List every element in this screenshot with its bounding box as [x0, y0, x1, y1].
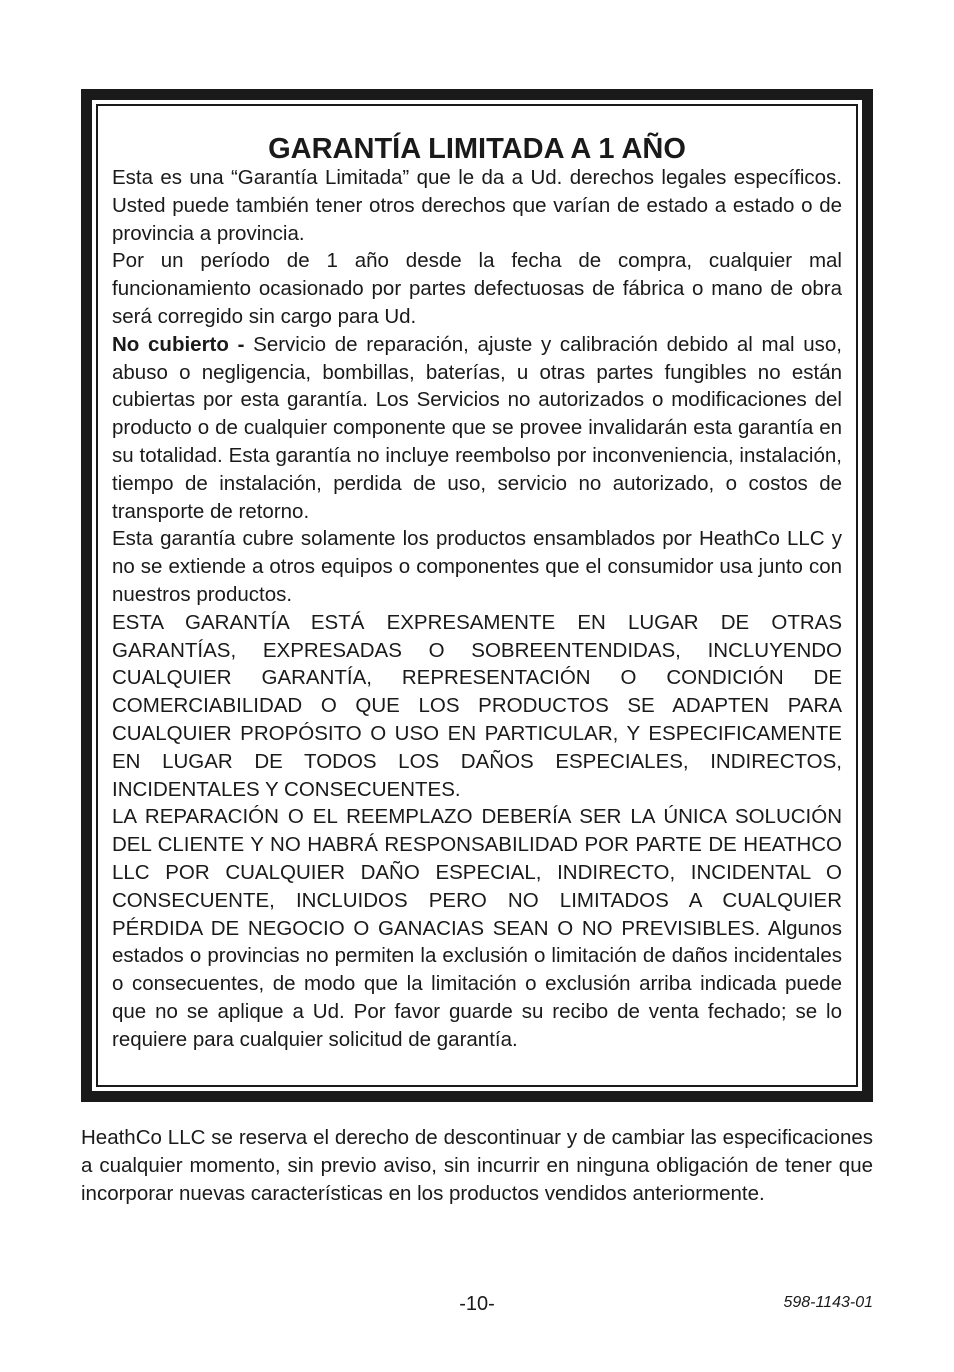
not-covered-text: Servicio de reparación, ajuste y calibración debido al mal uso, abuso o negligencia, bombillas, baterías, u otras partes fungibles no están cubiertas por esta garantía. Los Servicios no autorizados o modificaciones del producto o de cualquier componente que se provee invalidarán esta garantía en su totalidad. Esta garantía no incluye reembolso por inconveniencia, instalación, tiempo de instalación, perdida de uso, servicio no autorizado, o costos de transporte de retorno. [112, 332, 843, 523]
disclaimer-paragraph: HeathCo LLC se reserva el derecho de descontinuar y de cambiar las especificaciones a cualquier momento, sin previo aviso, sin incurrir en ninguna obligación de tener que incorporar nuevas características en los productos vendidos anteriormente. [81, 1126, 873, 1205]
warranty-body [112, 164, 842, 1054]
warranty-paragraph-scope: Esta garantía cubre solamente los productos ensamblados por HeathCo LLC y no se extiende a otros equipos o componentes que el consumidor usa junto con nuestros productos. [112, 527, 842, 606]
warranty-inner-frame [96, 104, 858, 1087]
warranty-title: GARANTÍA LIMITADA A 1 AÑO [268, 133, 686, 165]
warranty-box [81, 89, 873, 1102]
warranty-paragraph-not-covered [112, 331, 842, 526]
warranty-paragraph-intro: Esta es una “Garantía Limitada” que le da a Ud. derechos legales específicos. Usted puede también tener otros derechos que varían de estado a estado o de provincia a provincia. [112, 166, 842, 245]
not-covered-label: No cubierto - [112, 332, 245, 356]
page-number: -10- [459, 1293, 495, 1315]
warranty-paragraph-exclusive: ESTA GARANTÍA ESTÁ EXPRESAMENTE EN LUGAR DE OTRAS GARANTÍAS, EXPRESADAS O SOBREENTENDIDAS, INCLUYENDO CUALQUIER GARANTÍA, REPRESENTACIÓN O CONDICIÓN DE COMERCIABILIDAD O QUE LOS PRODUCTOS SE ADAPTEN PARA CUALQUIER PROPÓSITO O USO EN PARTICULAR, Y ESPECIFICAMENTE EN LUGAR DE TODOS LOS DAÑOS ESPECIALES, INDIRECTOS, INCIDENTALES Y CONSECUENTES. [112, 610, 842, 801]
document-code: 598-1143-01 [783, 1294, 873, 1311]
warranty-paragraph-coverage: Por un período de 1 año desde la fecha de compra, cualquier mal funcionamiento ocasionado por partes defectuosas de fábrica o mano de obra será corregido sin cargo para Ud. [112, 249, 842, 328]
warranty-paragraph-remedy: LA REPARACIÓN O EL REEMPLAZO DEBERÍA SER LA ÚNICA SOLUCIÓN DEL CLIENTE Y NO HABRÁ RESPONSABILIDAD POR PARTE DE HEATHCO LLC POR CUALQUIER DAÑO ESPECIAL, INDIRECTO, INCIDENTAL O CONSECUENTE, INCLUIDOS PERO NO LIMITADOS A CUALQUIER PÉRDIDA DE NEGOCIO O GANACIAS SEAN O NO PREVISIBLES. Algunos estados o provincias no permiten la exclusión o limitación de daños incidentales o consecuentes, de modo que la limitación o exclusión arriba indicada puede que no se aplique a Ud. Por favor guarde su recibo de venta fechado; se lo requiere para cualquier solicitud de garantía. [112, 805, 842, 1051]
